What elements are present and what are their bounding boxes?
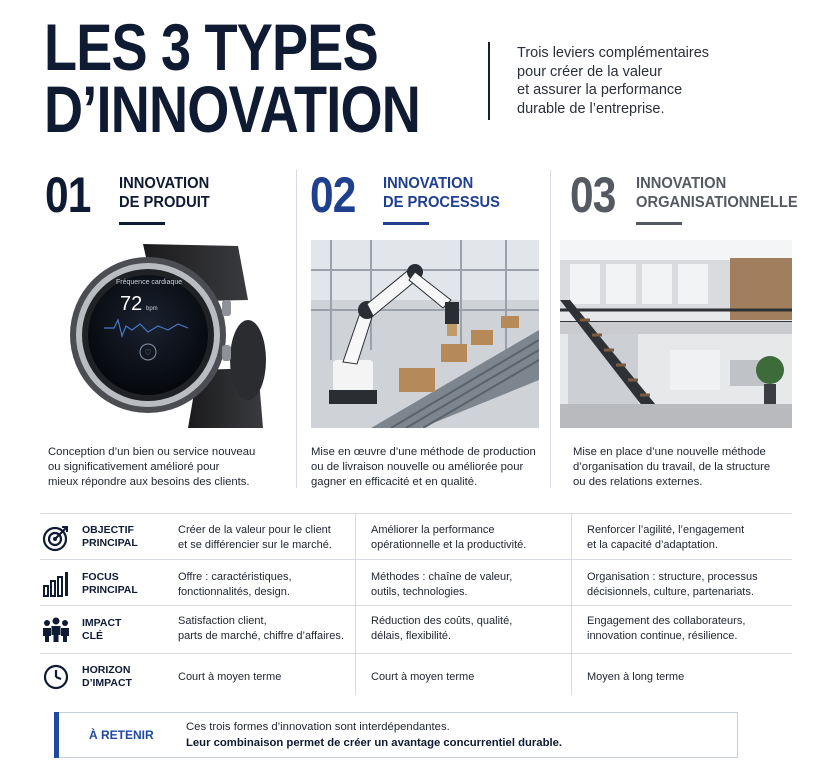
cell-line: Moyen à long terme <box>587 671 685 683</box>
description-line: Mise en œuvre d’une méthode de production <box>311 446 536 458</box>
intro-text <box>517 44 817 118</box>
row-label <box>82 524 138 550</box>
intro-line: Trois leviers complémentaires <box>517 45 710 61</box>
target-icon <box>42 524 70 552</box>
column-1-description <box>48 445 288 490</box>
table-cell <box>371 570 512 600</box>
key-takeaway-accent-bar <box>54 712 59 758</box>
title-line-2: D’INNOVATION <box>44 72 421 146</box>
description-line: gagner en efficacité et en qualité. <box>311 476 478 488</box>
column-2-underline <box>383 222 429 225</box>
robot-arm-image <box>311 240 539 428</box>
row-label-line: OBJECTIF <box>82 524 134 536</box>
intro-line: et assurer la performance <box>517 82 683 98</box>
table-cell <box>371 614 512 644</box>
table-cell <box>371 670 474 685</box>
table-row <box>40 559 792 605</box>
row-label-line: D’IMPACT <box>82 677 132 689</box>
office-interior-image <box>560 240 792 428</box>
row-label <box>82 664 132 690</box>
table-cell <box>587 614 745 644</box>
cell-line: Organisation : structure, processus <box>587 571 758 583</box>
people-icon <box>42 616 70 644</box>
cell-line: Court à moyen terme <box>371 671 475 683</box>
key-takeaway-line-1: Ces trois formes d’innovation sont interdépendantes. <box>186 721 450 733</box>
column-2-title-line-1: INNOVATION <box>383 175 474 192</box>
cell-line: Engagement des collaborateurs, <box>587 615 746 627</box>
column-1-header <box>45 167 295 230</box>
column-2-title-line-2: DE PROCESSUS <box>383 194 500 211</box>
cell-line: outils, technologies. <box>371 586 468 598</box>
table-row <box>40 513 792 559</box>
description-line: Conception d’un bien ou service nouveau <box>48 446 256 458</box>
description-line: mieux répondre aux besoins des clients. <box>48 476 250 488</box>
description-line: d’organisation du travail, de la structure <box>573 461 771 473</box>
row-label-line: IMPACT <box>82 617 122 629</box>
cell-line: Méthodes : chaîne de valeur, <box>371 571 513 583</box>
column-1-underline <box>119 222 165 225</box>
column-3-number: 03 <box>570 167 616 223</box>
cell-line: fonctionnalités, design. <box>178 586 290 598</box>
row-label-line: PRINCIPAL <box>82 584 138 596</box>
column-3-underline <box>636 222 682 225</box>
cell-line: décisionnels, culture, partenariats. <box>587 586 754 598</box>
watch-screen-label: Fréquence cardiaque <box>116 279 183 286</box>
column-2-header <box>310 167 550 230</box>
key-takeaway-box <box>54 712 738 758</box>
page-title <box>44 10 421 146</box>
key-takeaway-label: À RETENIR <box>89 728 154 742</box>
key-takeaway-line-2: Leur combinaison permet de créer un avantage concurrentiel durable. <box>186 737 563 749</box>
title-line-1: LES 3 TYPES <box>44 10 378 84</box>
svg-text:♡: ♡ <box>144 348 152 357</box>
cell-line: Court à moyen terme <box>178 671 282 683</box>
column-2-title <box>383 174 500 212</box>
column-1-title <box>119 174 210 212</box>
column-3-title-line-2: ORGANISATIONNELLE <box>636 194 798 211</box>
table-row <box>40 653 792 697</box>
column-2-description <box>311 445 551 490</box>
row-label-line: PRINCIPAL <box>82 537 138 549</box>
description-line: ou significativement amélioré pour <box>48 461 220 473</box>
column-2-number: 02 <box>310 167 356 223</box>
table-cell <box>178 570 292 600</box>
table-cell <box>587 523 744 553</box>
table-cell <box>178 670 281 685</box>
cell-line: délais, flexibilité. <box>371 630 452 642</box>
row-label <box>82 617 121 643</box>
column-1-title-line-1: INNOVATION <box>119 175 210 192</box>
table-cell <box>178 523 332 553</box>
cell-line: et la capacité d’adaptation. <box>587 539 718 551</box>
cell-line: Réduction des coûts, qualité, <box>371 615 513 627</box>
cell-line: Offre : caractéristiques, <box>178 571 292 583</box>
clock-icon <box>42 663 70 691</box>
cell-line: et se différencier sur le marché. <box>178 539 332 551</box>
cell-line: Renforcer l’agilité, l’engagement <box>587 524 745 536</box>
table-cell <box>371 523 526 553</box>
watch-screen-unit: bpm <box>146 306 158 312</box>
description-line: ou des relations externes. <box>573 476 703 488</box>
cell-line: parts de marché, chiffre d’affaires. <box>178 630 344 642</box>
description-line: Mise en place d’une nouvelle méthode <box>573 446 766 458</box>
column-1-title-line-2: DE PRODUIT <box>119 194 210 211</box>
table-cell <box>587 570 758 600</box>
row-label-line: CLÉ <box>82 630 103 642</box>
table-cell <box>178 614 344 644</box>
row-label-line: HORIZON <box>82 664 131 676</box>
column-3-title-line-1: INNOVATION <box>636 175 727 192</box>
row-label-line: FOCUS <box>82 571 119 583</box>
column-separator <box>550 170 551 488</box>
column-separator <box>296 170 297 488</box>
column-3-title <box>636 174 798 212</box>
intro-line: durable de l’entreprise. <box>517 100 665 117</box>
table-cell <box>587 670 684 685</box>
bar-chart-icon <box>42 570 70 598</box>
column-3-description <box>573 445 803 490</box>
column-3-header <box>570 167 810 230</box>
description-line: ou de livraison nouvelle ou améliorée pour <box>311 461 524 473</box>
cell-line: Créer de la valeur pour le client <box>178 524 331 536</box>
watch-screen-value: 72 <box>120 293 143 315</box>
intro-line: pour créer de la valeur <box>517 63 663 80</box>
cell-line: Satisfaction client, <box>178 615 267 627</box>
table-row <box>40 605 792 653</box>
cell-line: Améliorer la performance <box>371 524 495 536</box>
header-divider <box>488 42 490 120</box>
smartwatch-image <box>48 240 288 428</box>
column-1-number: 01 <box>45 167 91 223</box>
row-label <box>82 571 138 597</box>
cell-line: opérationnelle et la productivité. <box>371 539 527 551</box>
cell-line: innovation continue, résilience. <box>587 630 738 642</box>
